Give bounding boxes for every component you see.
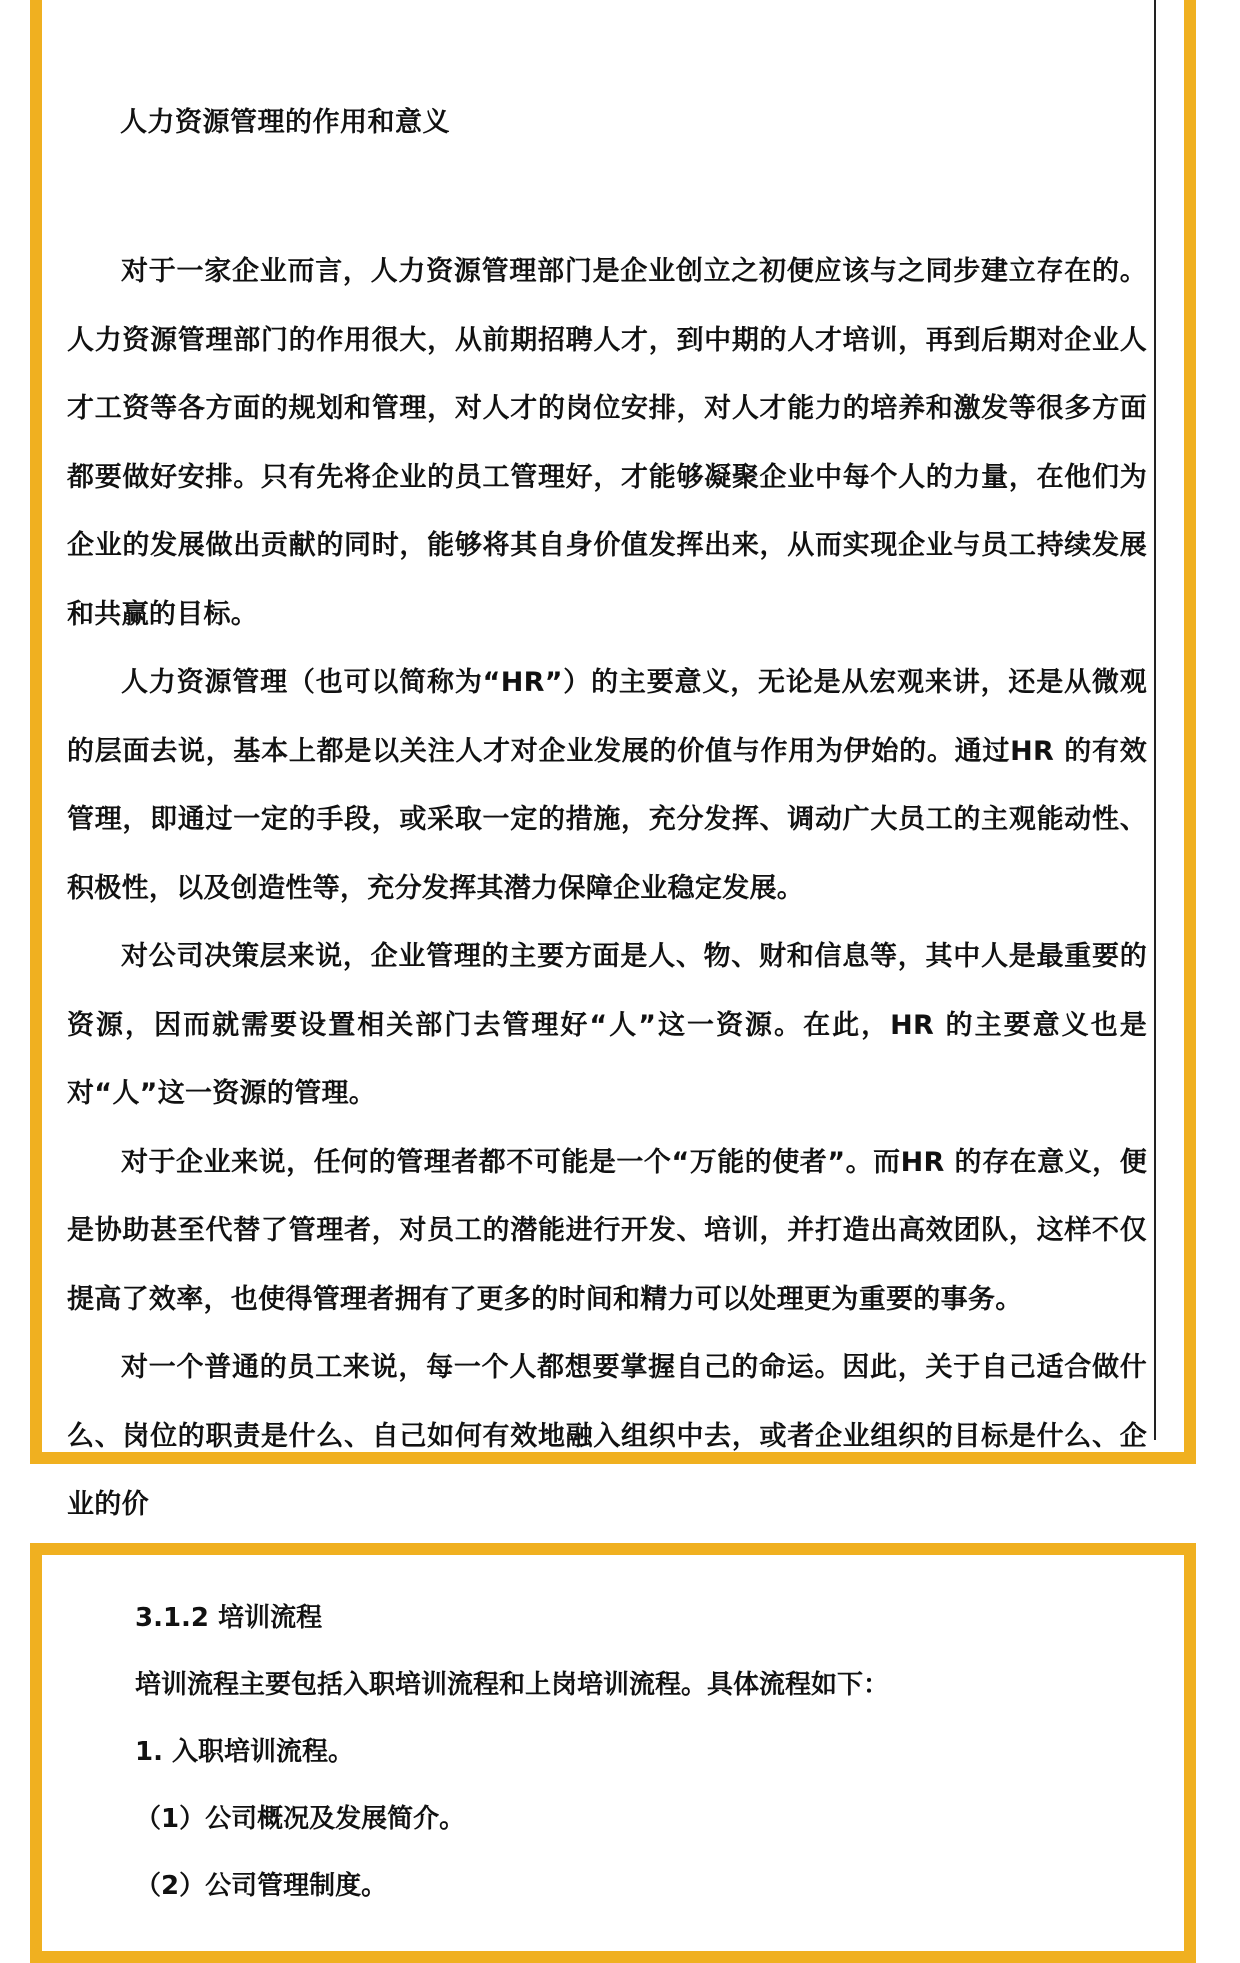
paragraph: 对一个普通的员工来说，每一个人都想要掌握自己的命运。因此，关于自己适合做什么、岗位的职责是什么、自己如何有效地融入组织中去，或者企业组织的目标是什么、企业的价 <box>67 1352 1147 1520</box>
sub-list-item: （1）公司概况及发展简介。 <box>135 1804 466 1834</box>
list-item: 1. 入职培训流程。 <box>135 1737 355 1767</box>
intro-text: 培训流程主要包括入职培训流程和上岗培训流程。具体流程如下： <box>135 1670 890 1700</box>
paragraph: 对于一家企业而言，人力资源管理部门是企业创立之初便应该与之同步建立存在的。人力资源管理部门的作用很大，从前期招聘人才，到中期的人才培训，再到后期对企业人才工资等各方面的规划和管理，对人才的岗位安排，对人才能力的培养和激发等很多方面都要做好安排。只有先将企业的员工管理好，才能够凝聚企业中每个人的力量，在他们为企业的发展做出贡献的同时，能够将其自身价值发挥出来，从而实现企业与员工持续发展和共赢的目标。 <box>67 256 1147 630</box>
sub-list-item: （2）公司管理制度。 <box>135 1871 388 1901</box>
section-body <box>67 238 1147 1540</box>
paragraph: 对于企业来说，任何的管理者都不可能是一个“万能的使者”。而HR 的存在意义，便是协助甚至代替了管理者，对员工的潜能进行开发、培训，并打造出高效团队，这样不仅提高了效率，也使得管理者拥有了更多的时间和精力可以处理更为重要的事务。 <box>67 1146 1147 1315</box>
page-edge-line <box>1154 0 1156 1440</box>
section-2-body <box>135 1585 1135 1920</box>
subsection-heading: 3.1.2 培训流程 <box>135 1603 323 1633</box>
section-title: 人力资源管理的作用和意义 <box>120 107 450 138</box>
paragraph: 对公司决策层来说，企业管理的主要方面是人、物、财和信息等，其中人是最重要的资源，因而就需要设置相关部门去管理好“人”这一资源。在此，HR 的主要意义也是对“人”这一资源的管理。 <box>67 941 1147 1109</box>
paragraph: 人力资源管理（也可以简称为“HR”）的主要意义，无论是从宏观来讲，还是从微观的层面去说，基本上都是以关注人才对企业发展的价值与作用为伊始的。通过HR 的有效管理，即通过一定的手段，或采取一定的措施，充分发挥、调动广大员工的主观能动性、积极性，以及创造性等，充分发挥其潜力保障企业稳定发展。 <box>67 667 1147 904</box>
